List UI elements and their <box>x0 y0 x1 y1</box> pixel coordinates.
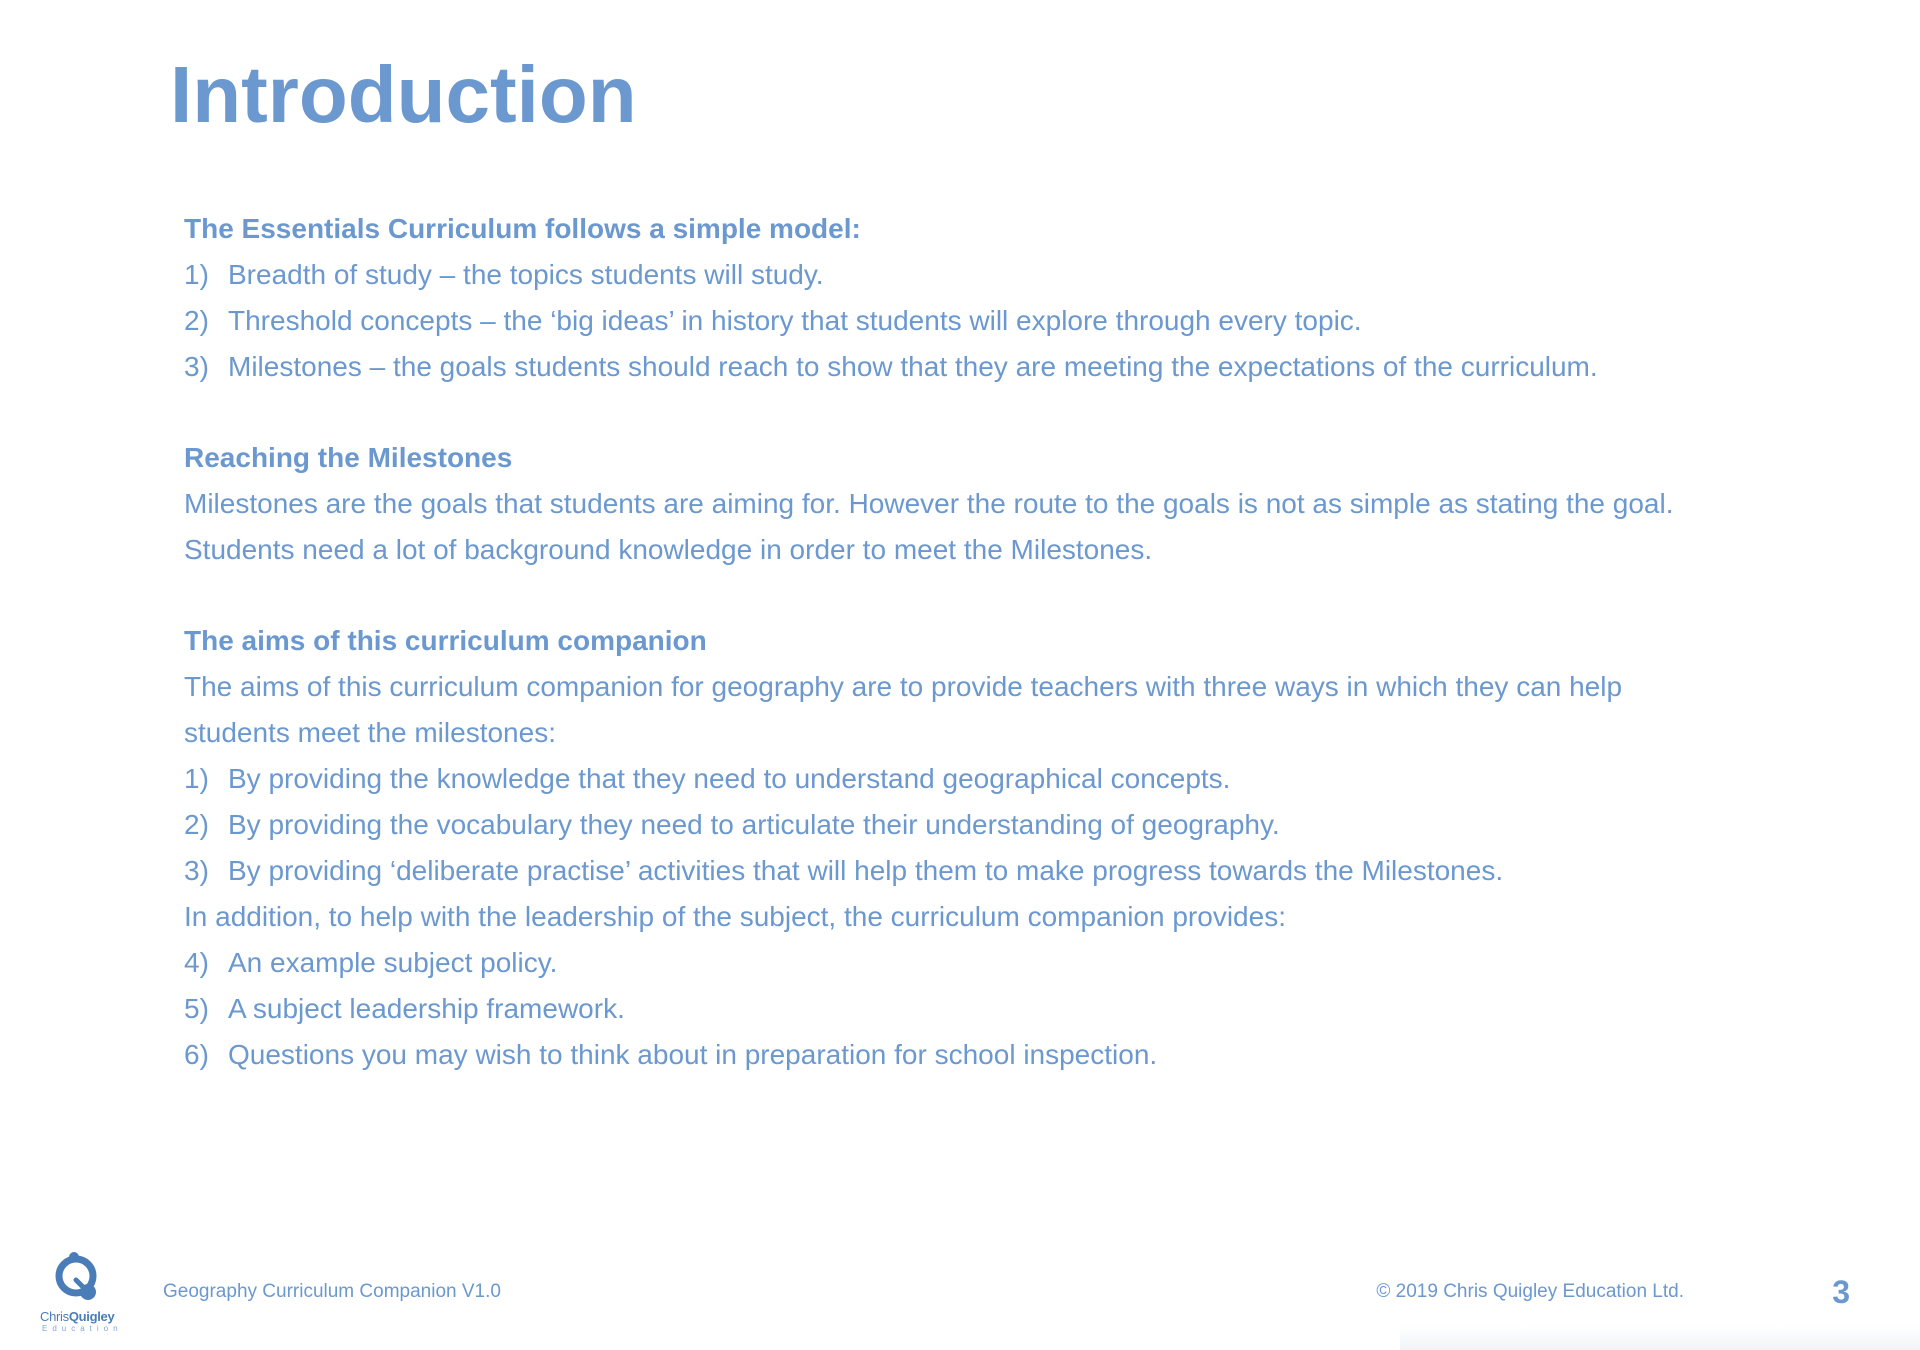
paragraph-line: The aims of this curriculum companion for geography are to provide teachers with three ways in which they can help <box>184 671 1623 702</box>
logo-subtitle: Education <box>42 1324 123 1333</box>
footer-copyright: © 2019 Chris Quigley Education Ltd. <box>1376 1281 1684 1302</box>
footer-document-name: Geography Curriculum Companion V1.0 <box>163 1281 501 1302</box>
list-item <box>184 940 1744 986</box>
list-item <box>184 298 1744 344</box>
page-title: Introduction <box>170 50 637 139</box>
list-item <box>184 1032 1744 1078</box>
list-text: By providing ‘deliberate practise’ activities that will help them to make progress towards the Milestones. <box>228 855 1504 886</box>
section-reaching-milestones <box>184 435 1744 573</box>
list-item <box>184 802 1744 848</box>
section-curriculum-aims <box>184 618 1744 1078</box>
paragraph-line: Milestones are the goals that students are aiming for. However the route to the goals is not as simple as stating the goal. <box>184 488 1674 519</box>
list-text: Milestones – the goals students should reach to show that they are meeting the expectations of the curriculum. <box>228 351 1598 382</box>
list-item <box>184 986 1744 1032</box>
section-heading: The Essentials Curriculum follows a simple model: <box>184 213 861 244</box>
list-text: An example subject policy. <box>228 947 558 978</box>
list-text: By providing the knowledge that they need to understand geographical concepts. <box>228 763 1231 794</box>
list-number: 3) <box>184 855 209 886</box>
list-number: 1) <box>184 259 209 290</box>
list-number: 3) <box>184 351 209 382</box>
section-heading: Reaching the Milestones <box>184 442 513 473</box>
list-item <box>184 344 1744 390</box>
addition-line: In addition, to help with the leadership of the subject, the curriculum companion provides: <box>184 901 1286 932</box>
document-body <box>184 206 1744 1078</box>
list-text: Threshold concepts – the ‘big ideas’ in history that students will explore through every topic. <box>228 305 1362 336</box>
logo-wordmark: ChrisQuigley <box>40 1309 115 1324</box>
bottom-shadow <box>1400 1326 1920 1350</box>
list-number: 5) <box>184 993 209 1024</box>
list-text: A subject leadership framework. <box>228 993 625 1024</box>
list-item <box>184 756 1744 802</box>
list-text: By providing the vocabulary they need to articulate their understanding of geography. <box>228 809 1280 840</box>
list-number: 2) <box>184 305 209 336</box>
list-item <box>184 252 1744 298</box>
paragraph-line: Students need a lot of background knowledge in order to meet the Milestones. <box>184 534 1153 565</box>
list-number: 4) <box>184 947 209 978</box>
list-number: 6) <box>184 1039 209 1070</box>
section-heading: The aims of this curriculum companion <box>184 625 707 656</box>
list-text: Breadth of study – the topics students will study. <box>228 259 824 290</box>
list-number: 2) <box>184 809 209 840</box>
section-essentials-model <box>184 206 1744 390</box>
chris-quigley-logo-icon <box>52 1252 112 1308</box>
company-logo <box>38 1252 122 1336</box>
list-text: Questions you may wish to think about in preparation for school inspection. <box>228 1039 1158 1070</box>
page-number: 3 <box>1832 1274 1850 1310</box>
list-number: 1) <box>184 763 209 794</box>
list-item <box>184 848 1744 894</box>
paragraph-line: students meet the milestones: <box>184 717 556 748</box>
